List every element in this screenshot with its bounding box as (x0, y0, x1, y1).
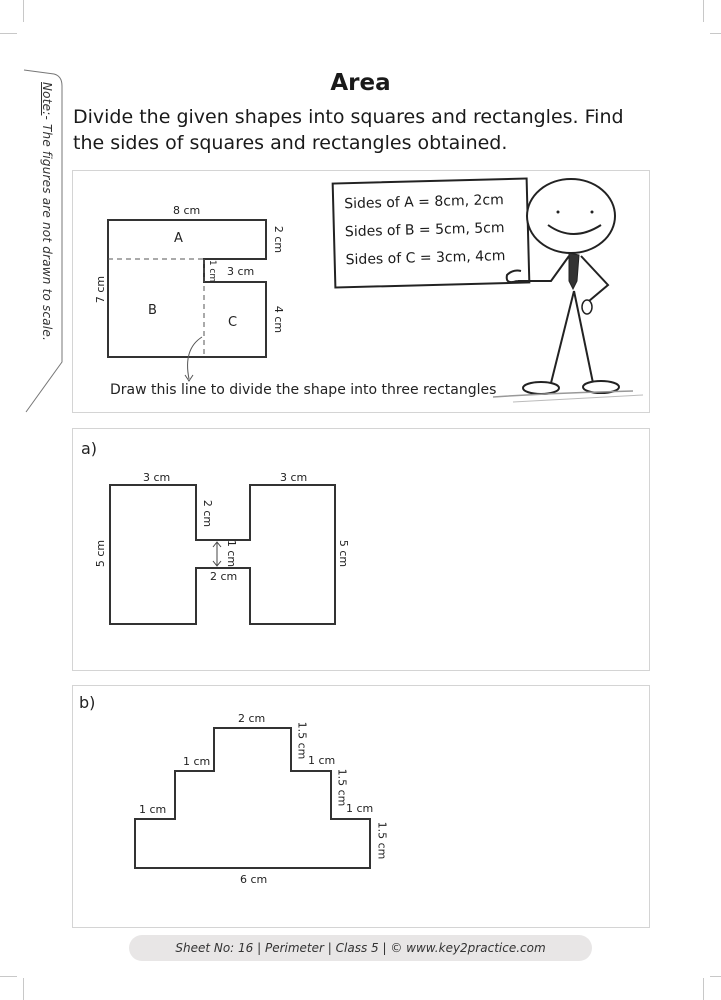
region-a: A (174, 231, 183, 246)
note-text: - The figures are not drawn to scale. (40, 115, 54, 341)
question-a-figure (73, 429, 651, 672)
example-caption: Draw this line to divide the shape into three rectangles (110, 382, 497, 398)
side-note (40, 82, 54, 341)
dim-top: 2 cm (238, 712, 266, 725)
question-label: b) (79, 693, 96, 712)
region-b: B (148, 303, 157, 318)
instructions: Divide the given shapes into squares and rectangles. Find the sides of squares and rectangles obtained. (73, 106, 624, 154)
side-note-tab (0, 0, 80, 420)
dim-right-height: 1.5 cm (375, 821, 389, 860)
dim-step-right-1-h: 1.5 cm (295, 721, 309, 760)
dim-step-right-1-w: 1 cm (308, 754, 336, 767)
dim-right-bottom: 4 cm (272, 305, 286, 334)
crop-mark (703, 0, 704, 22)
dim-left: 7 cm (94, 275, 108, 304)
crop-mark (710, 33, 721, 34)
question-b-box (72, 685, 650, 928)
page-title: Area (330, 70, 391, 96)
footer-bar: Sheet No: 16 | Perimeter | Class 5 | © www.key2practice.com (129, 935, 592, 961)
dim-right-top: 3 cm (280, 471, 308, 484)
dim-inner-vertical: 2 cm (201, 499, 215, 528)
question-a-box (72, 428, 650, 671)
dim-notch-width: 3 cm (227, 265, 255, 278)
dim-bottom: 6 cm (240, 873, 268, 886)
crop-mark (703, 978, 704, 1000)
stick-figure-illustration (493, 171, 651, 414)
note-prefix: Note: (40, 82, 54, 116)
example-box (72, 170, 650, 413)
dim-notch-height: 1 cm (207, 259, 218, 283)
dim-step-left-2-w: 1 cm (139, 803, 167, 816)
dim-right-height: 5 cm (337, 539, 351, 568)
dim-right-top: 2 cm (272, 225, 286, 254)
crop-mark (23, 978, 24, 1000)
question-label: a) (81, 439, 98, 458)
dim-left-height: 5 cm (94, 539, 108, 568)
answer-line: Sides of A = 8cm, 2cm (344, 192, 504, 213)
dim-left-top: 3 cm (143, 471, 171, 484)
dim-top: 8 cm (173, 204, 201, 217)
answer-line: Sides of C = 3cm, 4cm (345, 248, 506, 269)
crop-mark (710, 976, 721, 977)
dim-step-right-2-h: 1.5 cm (335, 768, 349, 807)
crop-mark (0, 976, 17, 977)
dim-bridge-width: 2 cm (210, 570, 238, 583)
dim-step-left-1-w: 1 cm (183, 755, 211, 768)
dim-step-right-2-w: 1 cm (346, 802, 374, 815)
region-c: C (228, 315, 238, 330)
dim-gap: 1 cm (225, 539, 239, 568)
answer-line: Sides of B = 5cm, 5cm (344, 220, 505, 241)
